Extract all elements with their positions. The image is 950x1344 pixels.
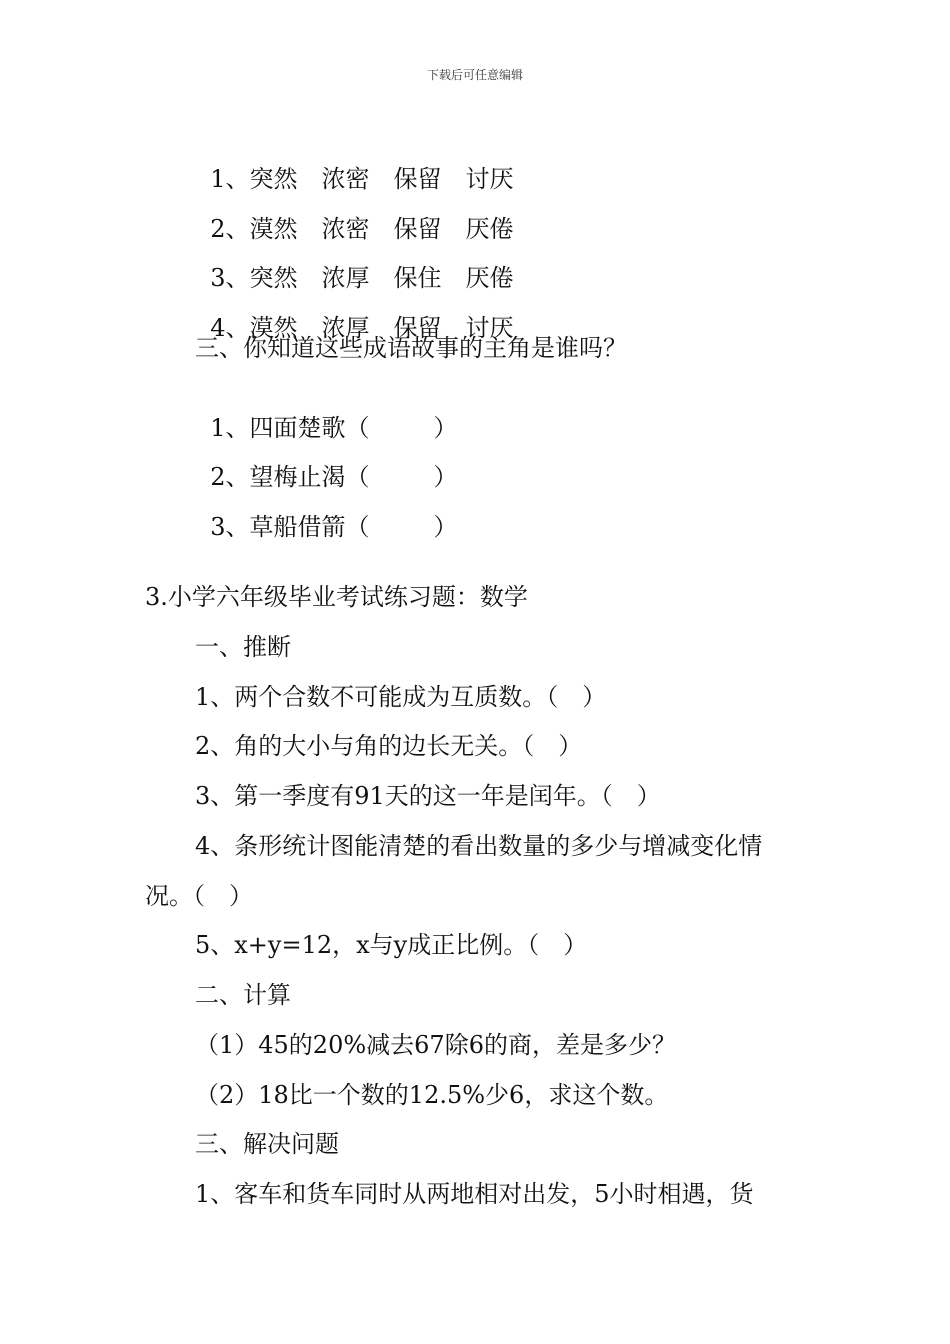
judge-item: 3、第一季度有91天的这一年是闰年。（ ） (195, 782, 661, 810)
choice-word: 保住 (393, 264, 442, 292)
calc-item: （1）45的20%减去67除6的商，差是多少？ (195, 1031, 676, 1059)
choice-word: 浓厚 (321, 314, 370, 342)
judge-item: 2、角的大小与角的边长无关。（ ） (195, 732, 583, 760)
idiom-close: ） (433, 513, 458, 541)
choice-word: 浓厚 (321, 264, 370, 292)
choice-word: 讨厌 (465, 165, 514, 193)
judge-item: 1、两个合数不可能成为互质数。（ ） (195, 683, 607, 711)
page-header: 下载后可任意编辑 (426, 68, 523, 82)
choice-word: 漠然 (249, 215, 298, 243)
judge-heading: 一、推断 (195, 633, 291, 661)
calc-item: （2）18比一个数的12.5%少6，求这个数。 (195, 1081, 669, 1109)
idiom-text: 望梅止渴（ (249, 463, 370, 491)
judge-item: 5、x+y=12，x与y成正比例。（ ） (195, 931, 588, 959)
choice-word: 保留 (393, 314, 442, 342)
calc-heading: 二、计算 (195, 981, 291, 1009)
choice-word: 讨厌 (465, 314, 514, 342)
choice-word: 突然 (249, 264, 298, 292)
idiom-close: ） (433, 414, 458, 442)
choice-word: 浓密 (321, 215, 370, 243)
idiom-item-3 (195, 482, 458, 542)
choice-word: 突然 (249, 165, 298, 193)
choice-word: 厌倦 (465, 215, 514, 243)
section-title: 3.小学六年级毕业考试练习题：数学 (145, 583, 528, 611)
solve-item: 1、客车和货车同时从两地相对出发，5小时相遇，货 (195, 1180, 754, 1208)
judge-item: 4、条形统计图能清楚的看出数量的多少与增减变化情 (195, 832, 763, 860)
judge-item-continued: 况。（ ） (145, 882, 253, 910)
idiom-text: 草船借箭（ (249, 513, 370, 541)
idiom-number: 3、 (210, 513, 250, 541)
choice-number: 3、 (210, 264, 250, 292)
choice-word: 保留 (393, 215, 442, 243)
choice-word: 保留 (393, 165, 442, 193)
idiom-close: ） (433, 463, 458, 491)
idiom-text: 四面楚歌（ (249, 414, 370, 442)
idiom-number: 1、 (210, 414, 250, 442)
idiom-heading: 三、你知道这些成语故事的主角是谁吗？ (195, 334, 627, 362)
choice-word: 漠然 (249, 314, 298, 342)
idiom-number: 2、 (210, 463, 250, 491)
choice-number: 2、 (210, 215, 250, 243)
choice-word: 浓密 (321, 165, 370, 193)
choice-word: 厌倦 (465, 264, 514, 292)
choice-number: 4、 (210, 314, 250, 342)
solve-heading: 三、解决问题 (195, 1130, 339, 1158)
choice-number: 1、 (210, 165, 250, 193)
